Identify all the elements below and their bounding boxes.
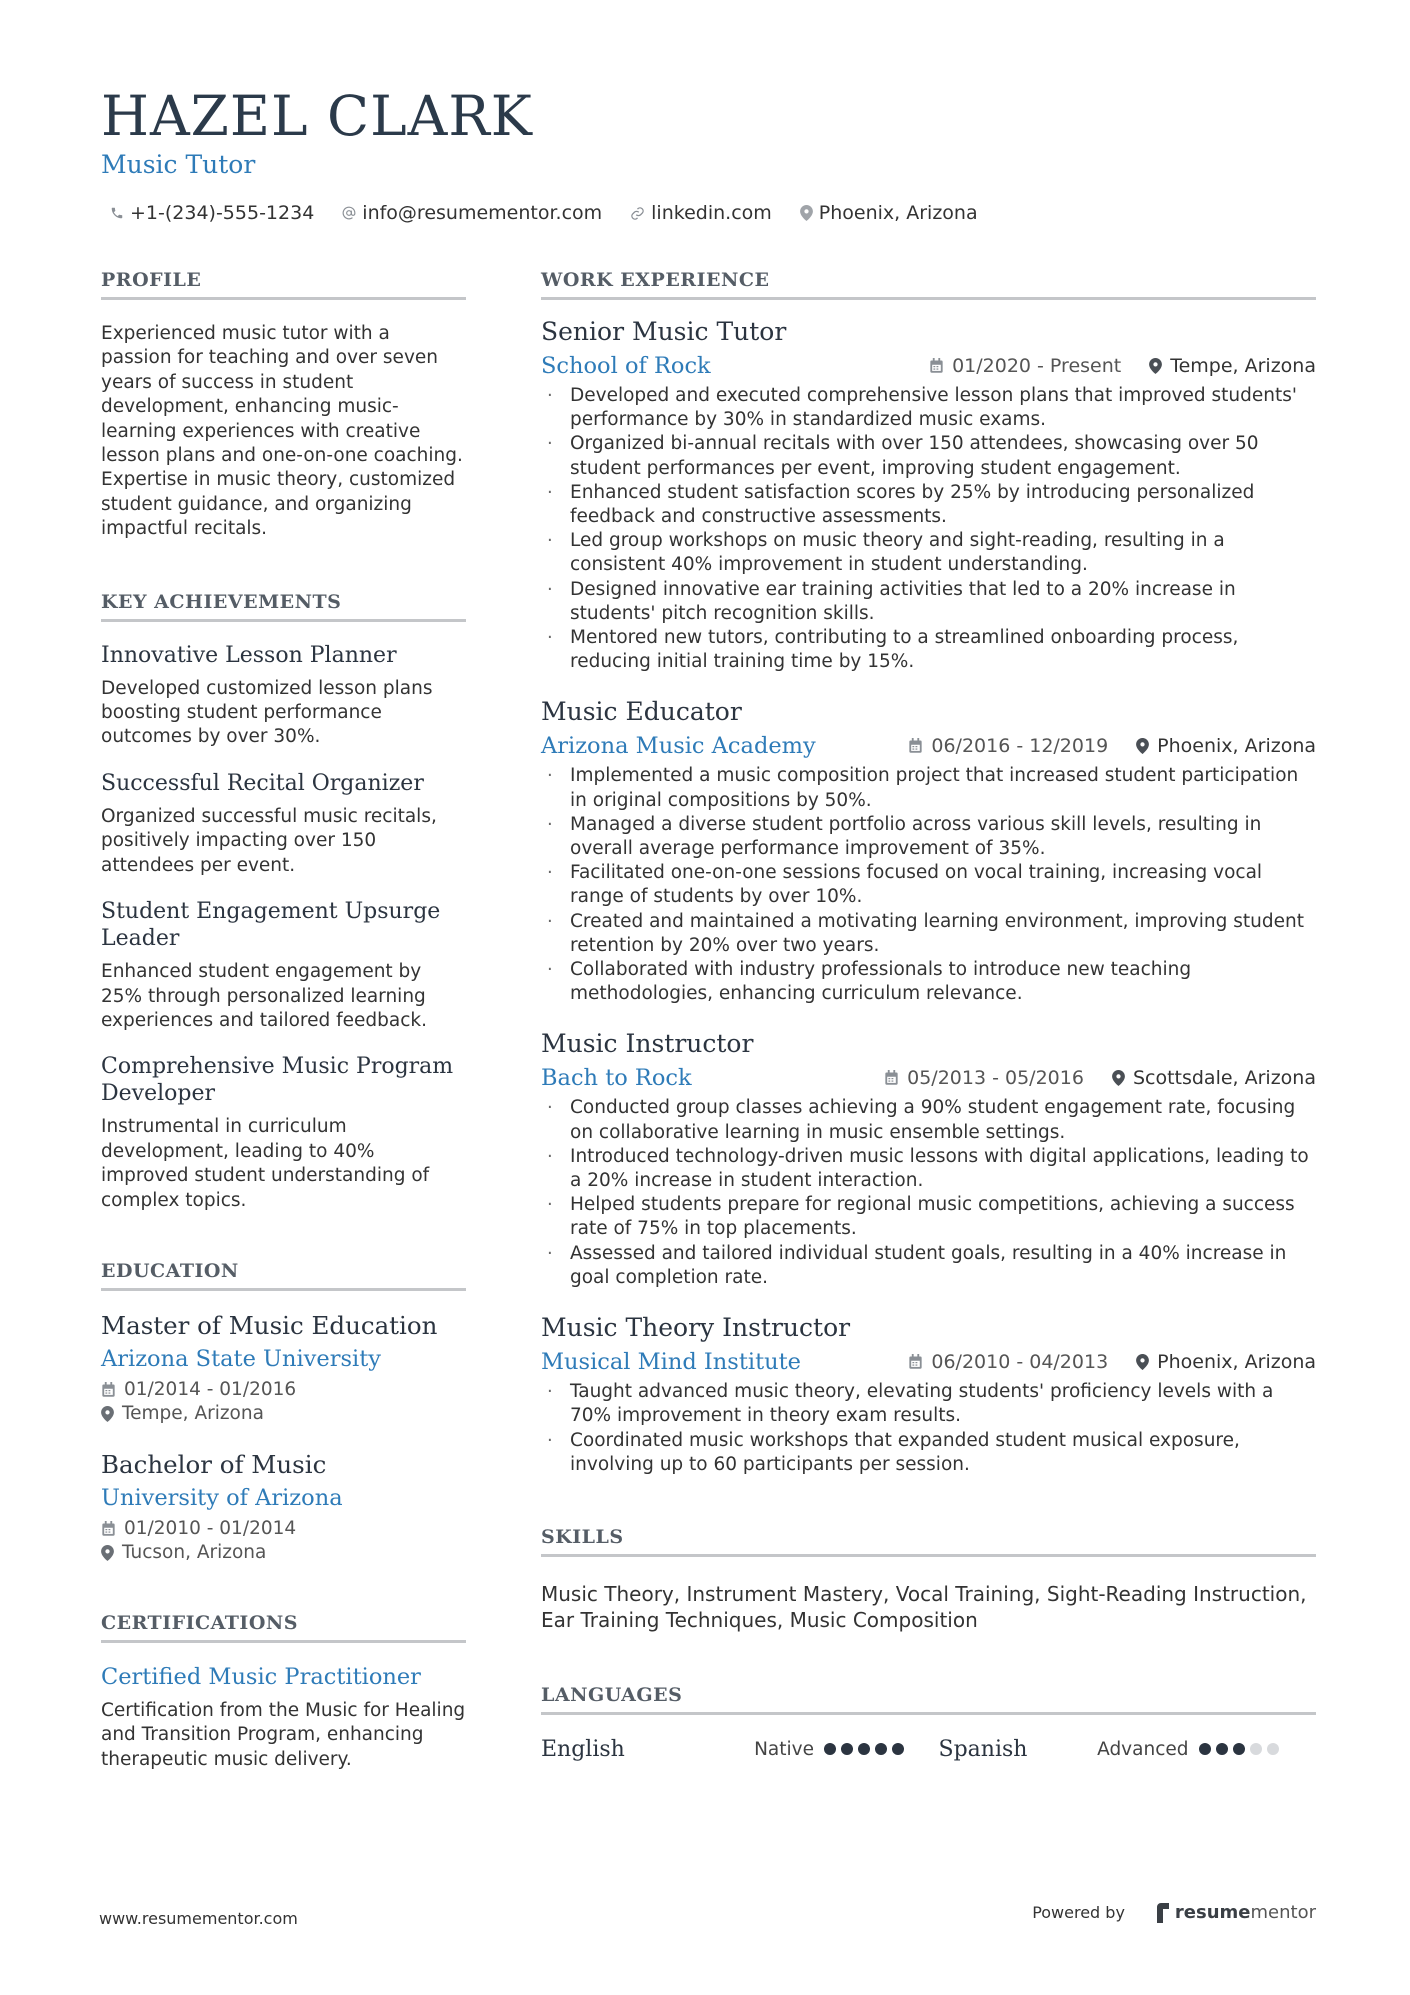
language-level: Advanced <box>1097 1738 1189 1760</box>
location-text: Tempe, Arizona <box>1170 355 1316 377</box>
bullet-item: · Coordinated music workshops that expanded student musical exposure, involving up to 60 participants per session. <box>541 1429 1316 1477</box>
achievement-item <box>101 770 466 878</box>
brand-bold: resume <box>1174 1902 1251 1923</box>
proficiency-dot-filled <box>875 1743 887 1755</box>
left-column <box>101 268 466 1772</box>
brand-logo[interactable] <box>1155 1902 1316 1923</box>
map-pin-icon <box>1149 358 1162 374</box>
at-icon <box>342 206 356 220</box>
calendar-icon <box>929 358 944 374</box>
calendar-icon <box>101 1521 116 1537</box>
achievements-section <box>101 590 466 1213</box>
dates-text: 06/2010 - 04/2013 <box>931 1351 1109 1374</box>
education-item <box>101 1311 466 1426</box>
job-title: Music Educator <box>541 697 742 727</box>
skills-section <box>541 1525 1316 1633</box>
proficiency-dot-filled <box>1233 1743 1245 1755</box>
contact-email[interactable] <box>342 200 602 226</box>
resumementor-logo-icon <box>1155 1903 1171 1923</box>
languages-row <box>541 1737 1316 1762</box>
achievement-title: Student Engagement Upsurge Leader <box>101 899 441 952</box>
footer-website[interactable]: www.resumementor.com <box>99 1909 298 1928</box>
job-entry <box>541 696 1316 1006</box>
map-pin-icon <box>1136 738 1149 754</box>
school-name: University of Arizona <box>101 1484 343 1511</box>
profile-text: Experienced music tutor with a passion for teaching and over seven years of success in student development, enhancing music-learning experiences with creative lesson plans and one-on-one coaching. Expertise in music theory, customized student guidance, and organizing impactful recitals. <box>101 323 463 540</box>
education-location <box>101 1402 466 1426</box>
languages-section <box>541 1683 1316 1762</box>
achievement-desc: Organized successful music recitals, positively impacting over 150 attendees per event. <box>101 805 437 876</box>
achievement-item <box>101 1053 466 1213</box>
location-text: Scottsdale, Arizona <box>1132 1067 1316 1090</box>
job-bullets <box>541 764 1316 1006</box>
calendar-icon <box>908 1354 923 1370</box>
job-title: Senior Music Tutor <box>541 317 787 346</box>
link-icon <box>630 206 645 221</box>
job-dates <box>884 1067 1084 1089</box>
skills-text: Music Theory, Instrument Mastery, Vocal Training, Sight-Reading Instruction, Ear Training Techniques, Music Composition <box>541 1581 1307 1632</box>
bullet-item: · Helped students prepare for regional music competitions, achieving a success rate of 75% in top placements. <box>541 1193 1316 1241</box>
job-bullets <box>541 384 1316 674</box>
bullet-item: · Introduced technology-driven music lessons with digital applications, leading to a 20% increase in student interaction. <box>541 1145 1316 1193</box>
degree-title: Bachelor of Music <box>101 1449 327 1479</box>
achievement-desc: Enhanced student engagement by 25% through personalized learning experiences and tailored feedback. <box>101 961 427 1031</box>
contact-bar <box>110 200 1006 226</box>
location-text: Phoenix, Arizona <box>818 202 978 224</box>
company-name: Arizona Music Academy <box>541 733 816 760</box>
degree-title: Master of Music Education <box>101 1310 438 1340</box>
calendar-icon <box>908 738 923 754</box>
contact-phone[interactable] <box>110 200 314 226</box>
proficiency-dots <box>824 1743 909 1755</box>
company-name: Bach to Rock <box>541 1065 692 1092</box>
proficiency-dot-filled <box>858 1743 870 1755</box>
job-meta <box>880 735 1316 757</box>
map-pin-icon <box>1136 1354 1149 1370</box>
job-location <box>1136 735 1316 757</box>
bullet-item: · Created and maintained a motivating learning environment, improving student retention by 20% over two years. <box>541 910 1316 958</box>
linkedin-text: linkedin.com <box>651 202 772 224</box>
bullet-item: · Developed and executed comprehensive lesson plans that improved students' performance by 30% in standardized music exams. <box>541 384 1316 432</box>
achievement-title: Comprehensive Music Program Developer <box>101 1054 454 1107</box>
profile-section <box>101 268 466 542</box>
candidate-name: HAZEL CLARK <box>101 84 533 148</box>
brand-light: mentor <box>1250 1902 1316 1923</box>
certifications-section <box>101 1611 466 1772</box>
achievement-desc: Instrumental in curriculum development, leading to 40% improved student understanding of complex topics. <box>101 1116 430 1211</box>
dates-text: 01/2010 - 01/2014 <box>124 1517 297 1539</box>
bullet-item: · Facilitated one-on-one sessions focused on vocal training, increasing vocal range of students by over 10%. <box>541 861 1316 909</box>
language-item <box>541 1737 919 1762</box>
bullet-item: · Managed a diverse student portfolio across various skill levels, resulting in overall average performance improvement of 35%. <box>541 813 1316 861</box>
section-title: CERTIFICATIONS <box>101 1611 466 1643</box>
map-pin-icon <box>101 1406 114 1422</box>
education-dates <box>101 1517 466 1541</box>
candidate-role: Music Tutor <box>101 150 256 179</box>
job-entry <box>541 1312 1316 1477</box>
phone-text: +1-(234)-555-1234 <box>130 202 315 224</box>
job-entry <box>541 316 1316 674</box>
job-row <box>541 352 1316 380</box>
bullet-item: · Implemented a music composition project that increased student participation in original compositions by 50%. <box>541 764 1316 812</box>
dates-text: 01/2020 - Present <box>952 355 1122 377</box>
company-name: School of Rock <box>541 353 711 379</box>
job-bullets <box>541 1380 1316 1477</box>
job-location <box>1149 355 1316 377</box>
calendar-icon <box>884 1070 899 1086</box>
job-row <box>541 1064 1316 1092</box>
contact-linkedin[interactable] <box>630 200 772 226</box>
job-bullets <box>541 1096 1316 1290</box>
bullet-item: · Mentored new tutors, contributing to a streamlined onboarding process, reducing initial training time by 15%. <box>541 626 1316 674</box>
email-text: info@resumementor.com <box>362 202 603 224</box>
section-title: SKILLS <box>541 1525 1316 1557</box>
proficiency-dots <box>1199 1743 1284 1755</box>
calendar-icon <box>101 1382 116 1398</box>
footer-brand <box>1032 1902 1316 1923</box>
proficiency-dot-filled <box>824 1743 836 1755</box>
job-row <box>541 1348 1316 1376</box>
company-name: Musical Mind Institute <box>541 1349 801 1376</box>
section-title: PROFILE <box>101 268 466 300</box>
phone-icon <box>110 206 124 220</box>
job-dates <box>929 355 1121 377</box>
map-pin-icon <box>101 1545 114 1561</box>
proficiency-dot-filled <box>841 1743 853 1755</box>
achievement-title: Innovative Lesson Planner <box>101 642 397 668</box>
job-meta <box>856 1067 1316 1089</box>
location-text: Phoenix, Arizona <box>1157 735 1316 758</box>
contact-location <box>800 200 978 226</box>
powered-by-text: Powered by <box>1032 1903 1125 1922</box>
achievement-title: Successful Recital Organizer <box>101 770 424 796</box>
achievement-item <box>101 642 466 750</box>
bullet-item: · Led group workshops on music theory and sight-reading, resulting in a consistent 40% improvement in student understanding. <box>541 529 1316 577</box>
job-location <box>1136 1351 1316 1373</box>
achievement-desc: Developed customized lesson plans boosting student performance outcomes by over 30%. <box>101 677 433 748</box>
dates-text: 01/2014 - 01/2016 <box>124 1378 297 1400</box>
map-pin-icon <box>800 205 813 221</box>
location-text: Tempe, Arizona <box>122 1402 264 1424</box>
bullet-item: · Taught advanced music theory, elevating students' proficiency levels with a 70% improvement in theory exam results. <box>541 1380 1316 1428</box>
achievement-item <box>101 898 466 1033</box>
job-location <box>1112 1067 1316 1089</box>
language-name: English <box>541 1736 625 1762</box>
job-dates <box>908 735 1108 757</box>
bullet-item: · Organized bi-annual recitals with over 150 attendees, showcasing over 50 student performances per event, improving student engagement. <box>541 432 1316 480</box>
job-meta <box>901 355 1316 377</box>
proficiency-dot-filled <box>1199 1743 1211 1755</box>
proficiency-dot-empty <box>1267 1743 1279 1755</box>
section-title: LANGUAGES <box>541 1683 1316 1715</box>
certification-desc: Certification from the Music for Healing and Transition Program, enhancing therapeutic music delivery. <box>101 1699 466 1770</box>
education-location <box>101 1541 466 1565</box>
section-title: KEY ACHIEVEMENTS <box>101 590 466 622</box>
right-column <box>541 268 1316 1762</box>
proficiency-dot-filled <box>892 1743 904 1755</box>
certification-title: Certified Music Practitioner <box>101 1663 421 1690</box>
job-title: Music Theory Instructor <box>541 1313 851 1343</box>
school-name: Arizona State University <box>101 1345 381 1372</box>
education-dates <box>101 1378 466 1402</box>
job-meta <box>880 1351 1316 1373</box>
bullet-item: · Conducted group classes achieving a 90% student engagement rate, focusing on collaborative learning in music ensemble settings. <box>541 1096 1316 1144</box>
dates-text: 05/2013 - 05/2016 <box>907 1067 1084 1090</box>
job-title: Music Instructor <box>541 1029 754 1059</box>
language-level: Native <box>754 1738 814 1760</box>
education-section <box>101 1259 466 1565</box>
job-entry <box>541 1028 1316 1290</box>
bullet-item: · Designed innovative ear training activities that led to a 20% increase in students' pitch recognition skills. <box>541 578 1316 626</box>
section-title: WORK EXPERIENCE <box>541 268 1316 300</box>
map-pin-icon <box>1112 1070 1125 1086</box>
section-title: EDUCATION <box>101 1259 466 1291</box>
location-text: Phoenix, Arizona <box>1157 1351 1316 1374</box>
job-row <box>541 732 1316 760</box>
language-item <box>939 1737 1317 1762</box>
bullet-item: · Collaborated with industry professionals to introduce new teaching methodologies, enhancing curriculum relevance. <box>541 958 1316 1006</box>
dates-text: 06/2016 - 12/2019 <box>931 735 1109 758</box>
language-name: Spanish <box>938 1736 1028 1762</box>
bullet-item: · Assessed and tailored individual student goals, resulting in a 40% increase in goal completion rate. <box>541 1242 1316 1290</box>
job-dates <box>908 1351 1108 1373</box>
bullet-item: · Enhanced student satisfaction scores by 25% by introducing personalized feedback and constructive assessments. <box>541 481 1316 529</box>
proficiency-dot-filled <box>1216 1743 1228 1755</box>
proficiency-dot-empty <box>1250 1743 1262 1755</box>
location-text: Tucson, Arizona <box>122 1541 267 1563</box>
work-experience-section <box>541 268 1316 1477</box>
education-item <box>101 1450 466 1565</box>
